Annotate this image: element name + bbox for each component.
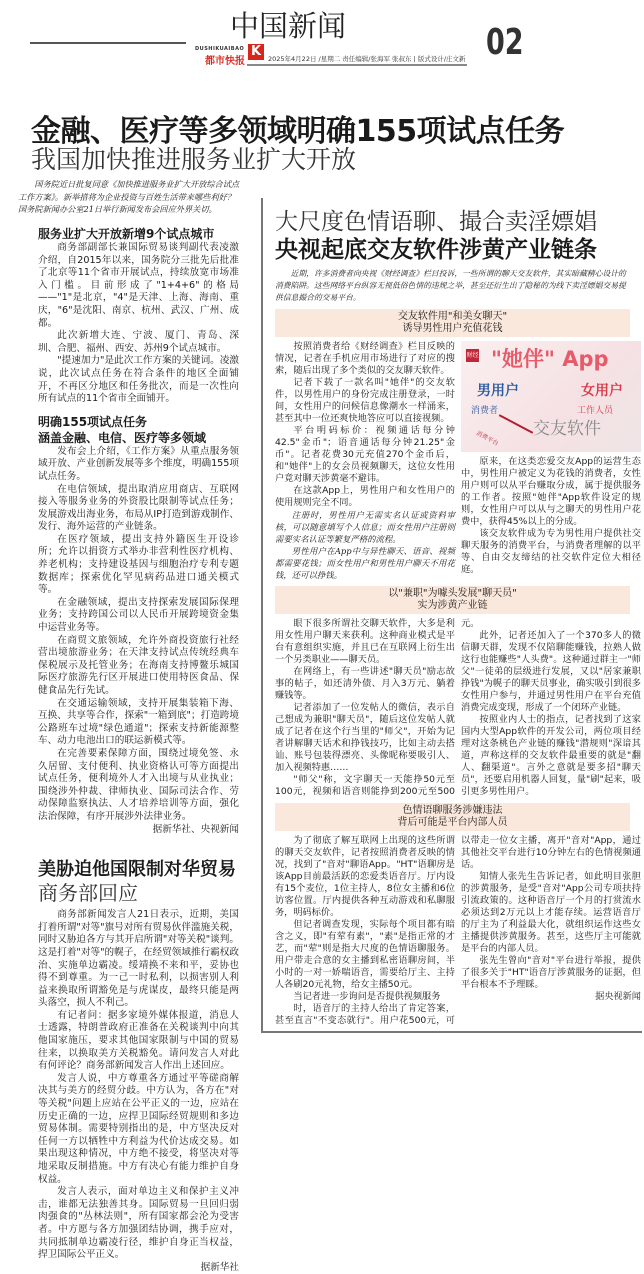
probe-kicker: 大尺度色情语聊、撮合卖淫嫖娼 <box>275 209 597 235</box>
paragraph: 商务部副部长兼国际贸易谈判副代表凌激介绍，自2015年以来，国务院分三批先后批准了北京等11个省市开展试点，持续放宽市场准入门槛。目前形成了"1+4+6"的格局——"1"是北京，"4"是天津、上海、海南、重庆，"6"是沈阳、南京、杭州、武汉、广州、成都。 <box>38 242 239 329</box>
paragraph: 为了彻底了解互联网上出现的这些所谓的聊天交友软件，记者按照消费者反映的情况，找到了"音对"聊语App。"HT"语聊房是该App目前最活跃的恋爱类语音厅。厅内设有15个麦位，1位主持人，8位女主播和6位访客位置。厅内提供各种互动游戏和私聊服务，明码标价。 <box>275 835 455 918</box>
trade-subheadline: 商务部回应 <box>38 881 138 906</box>
paragraph: 在医疗领域，提出支持外籍医生开设诊所；允许以捐资方式举办非营利性医疗机构、养老机构；支持建设基因与细胞治疗专利专题数据库；探索优化罕见病药品进口通关模式等。 <box>38 533 239 596</box>
trade-article <box>38 858 239 1274</box>
header-rule <box>30 42 186 44</box>
paragraph: 在电信领域，提出取消应用商店、互联网接入等服务业务的外资股比限制等试点任务；发展游戏出海业务，布局从IP打造到游戏制作、发行、海外运营的产业链条。 <box>38 483 239 533</box>
paragraph: 在交通运输领域，支持开展集装箱下海、互换、共享等合作，探索"一箱到底"；打造跨境公路班车过境"绿色通道"；探索支持新能源整车、动力电池出口的联运新模式等。 <box>38 697 239 747</box>
image-male-role: 消费者 <box>471 406 499 416</box>
paragraph: 在金融领域，提出支持探索发展国际保理业务；支持跨国公司以人民币开展跨境资金集中运营业务等。 <box>38 596 239 634</box>
lead-subhead-1: 服务业扩大开放新增9个试点城市 <box>38 227 215 241</box>
paragraph: 在商贸文旅领域，允许外商投资旅行社经营出境旅游业务；在天津支持试点传统经典车保税展示及托管业务；在海南支持博鳌乐城国际医疗旅游先行区开展进口使用特医食品、保健食品先行先试。 <box>38 634 239 696</box>
paragraph: 记者下载了一款名叫"她伴"的交友软件，以男性用户的身份完成注册登录，一时间，女性用户的问候信息像潮水一样涌来，甚至其中一位还爽快地答应可以直接视频。 <box>275 377 455 424</box>
section-1-right-column <box>461 341 641 581</box>
probe-intro: 近期，许多消费者向央视《财经调查》栏目投诉，一些所谓的聊天交友软件，其实暗藏精心设计的消费陷阱。这些网络平台纵容无视低俗色情的违规之举，甚至还衍生出了隐秘的为线下卖淫嫖娼交易提供信息撮合的交易平台。 <box>275 269 626 302</box>
probe-article-frame <box>261 198 642 1033</box>
paragraph: "师父"称，文字聊天一天能挣50元至100元，视频和语音则能挣到200元至500元。 <box>275 618 480 797</box>
paragraph: 张先生曾向"音对"平台进行举报，提供了很多关于"HT"语音厅涉黄服务的证据，但平台根本不予理睬。 <box>461 955 641 990</box>
paragraph: 但记者调查发现，实际每个项目都有暗含之义，即"有荤有素"，"素"是指正常的才艺，而"荤"则是指大尺度的色情语聊服务。用户带走合意的女主播到私密语聊房间，半小时的一对一娇喘语音，需要给厅主、主持人各刷20元礼物，给女主播50元。 <box>275 919 455 990</box>
lead-subheadline: 我国加快推进服务业扩大开放 <box>31 145 357 174</box>
arrow-icon <box>499 414 533 434</box>
image-female-label: 女用户 <box>581 383 623 399</box>
paragraph: 当记者进一步询问是否提供视频服务 <box>293 991 441 1002</box>
section-2-columns <box>275 618 641 798</box>
paragraph: 记者添加了一位发帖人的微信，表示自己想成为兼职"聊天员"，随后这位发帖人就成了记者在这个行当里的"师父"，开始为记者讲解聊天话术和挣钱技巧，比如主动去搭讪、账号包装得漂亮、头像昵称要吸引人、加入视频特惠…… <box>275 702 455 773</box>
paragraph: 发布会上介绍，《工作方案》从重点服务领域开放、产业创新发展等多个维度，明确155项试点任务。 <box>38 445 239 482</box>
lead-article-body <box>38 226 239 836</box>
section-1 <box>275 341 641 581</box>
paragraph: 时，语音厅的主持人给出了肯定答案，甚至直言"不变态就行"。用户花500元，可以带走一位女主播，离开"音对"App，通过其他社交平台进行10分钟左右的色情视频通话。 <box>275 835 641 1026</box>
paragraph: 注册时，男性用户无需实名认证或资料审核，可以随意填写个人信息；而女性用户注册则需要实名认证等繁复严格的流程。 <box>275 510 455 544</box>
paragraph: 在这款App上，男性用户和女性用户的使用规则完全不同。 <box>275 485 455 508</box>
paragraph: 按照消费者给《财经调查》栏目反映的情况，记者在手机应用市场进行了对应的搜索，随后出现了多个类似的交友聊天软件。 <box>275 341 455 376</box>
section-1-left-column <box>275 341 455 581</box>
lead-intro: 国务院近日批复同意《加快推进服务业扩大开放综合试点工作方案》。新举措将为企业投资与百姓生活带来哪些利好？国务院新闻办公室21日举行新闻发布会回应外界关切。 <box>18 179 240 214</box>
brand-logo: 都市快报 <box>205 56 245 67</box>
image-male-label: 男用户 <box>477 383 519 399</box>
paragraph: 在网络上，有一些讲述"聊天员"励志故事的帖子，如还清外债、月入3万元、躺着赚钱等。 <box>275 666 455 701</box>
meta-rule <box>247 64 467 66</box>
paragraph: "提速加力"是此次工作方案的关键词。凌激说，此次试点任务在符合条件的地区全面铺开，不再区分地区和任务批次，而是一次性向所有试点的11个省市全面铺开。 <box>38 355 239 405</box>
left-column <box>38 222 239 1274</box>
section-header-line: 交友软件用"和美女聊天" <box>397 311 508 322</box>
paragraph: 该交友软件成为专为男性用户提供社交聊天服务的消费平台，与消费者理解的以平等、自由交友缔结的社交软件定位大相径庭。 <box>461 528 641 575</box>
issue-meta: 2025年4月22日 /星期二 责任编辑/张海军 张叔东 | 版式设计/庄文新 <box>268 55 466 63</box>
brand-mark-icon: K <box>248 44 264 60</box>
image-title: "她伴" App <box>491 347 609 371</box>
image-female-role: 工作人员 <box>577 406 614 416</box>
lead-subhead-2a: 明确155项试点任务 <box>38 414 148 429</box>
probe-headline: 央视起底交友软件涉黄产业链条 <box>275 237 597 263</box>
section-header-line: 背后可能是平台内部人员 <box>397 817 508 828</box>
paragraph: 眼下很多所谓社交聊天软件，大多是利用女性用户聊天来获利。这种商业模式是平台有意组织实施，并且已在互联网上衍生出一个另类职业——聊天员。 <box>275 618 455 665</box>
paragraph: 按照业内人士的指点，记者找到了这家国内大型App软件的开发公司，两位项目经理对这条桃色产业链的赚钱"潜规则"深谙其道，声称这样的交友软件最重要的就是"翻人、翻渠道"。言外之意就是要多招"聊天员"，还要启用机器人回复，量"刷"起来，吸引更多男性用户。 <box>461 714 641 797</box>
section-header-line: 以"兼职"为噱头发展"聊天员" <box>388 588 517 599</box>
section-header-3 <box>275 803 630 831</box>
section-header-2 <box>275 586 630 614</box>
trade-headline: 美胁迫他国限制对华贸易 <box>38 859 236 881</box>
paragraph: 此次新增大连、宁波、厦门、青岛、深圳、合肥、福州、西安、苏州9个试点城市。 <box>38 330 239 354</box>
app-diagram-image <box>461 341 641 452</box>
lead-headline: 金融、医疗等多领域明确155项试点任务 <box>31 114 565 149</box>
brand-english: DUSHIKUAIBAO <box>195 46 245 52</box>
paragraph: 原来，在这类恋爱交友App的运营生态中，男性用户被定义为花钱的消费者，女性用户则可以从平台赚取分成，属于提供服务的工作者。按照"她伴"App软件设定的规则，女性用户可以从与之聊天的男性用户花费中，获得45%以上的分成。 <box>461 456 641 527</box>
section-header-line: 诱导男性用户充值花钱 <box>402 323 503 334</box>
paragraph: 知情人张先生告诉记者，如此明目张胆的涉黄服务，是受"音对"App公司专项扶持引流政策的。这种语音厅一个月的打赏流水必须达到2万元以上才能存续。运营语音厅的厅主为了利益最大化，就组织运作这些女主播提供涉黄服务。甚至，这些厅主可能就是平台的内部人员。 <box>461 871 641 954</box>
paragraph: 在完善要素保障方面，围绕过境免签、永久居留、支付便利、执业资格认可等方面提出试点任务，便利境外人才入出境与从业执业；围绕涉外仲裁、律师执业、国际司法合作、劳动保障监察执法、人才培养培训等方面，强化法治保障，有序开展涉外法律业务。 <box>38 747 239 822</box>
source-credit: 据新华社、央视新闻 <box>152 823 239 835</box>
source-credit: 据央视新闻 <box>595 991 641 1002</box>
image-arrow-label: 消费平台 <box>474 429 500 448</box>
section-header-line: 色情语聊服务涉嫌违法 <box>402 805 503 816</box>
section-header-1 <box>275 309 630 337</box>
paragraph: 此外，记者还加入了一个370多人的微信聊天群，发现不仅陪聊能赚钱，拉熟人做这行也能赚些"人头费"。这种通过群主一"师父"一徒弟的层级进行发展，又以"居家兼职挣钱"为幌子的聊天员事业，确实吸引到很多女性用户参与，并通过男性用户在平台充值消费完成变现，形成了一个闭环产业链。 <box>461 630 641 713</box>
paragraph: 有记者问：据多家境外媒体报道，消息人士透露，特朗普政府正准备在关税谈判中向其他国家施压，要求其他国家限制与中国的贸易往来，以换取美方关税豁免。请问发言人对此有何评论？商务部新闻发言人作出上述回应。 <box>38 1009 239 1072</box>
paragraph: 男性用户在App中与异性聊天、语音、视频都需要花钱；而女性用户和男性用户聊天不用花钱，还可以挣钱。 <box>275 546 455 580</box>
program-badge-icon: 财经 <box>466 349 479 362</box>
paragraph: 发言人表示，面对单边主义和保护主义冲击，谁都无法独善其身。国际贸易一旦回归弱肉强食的"丛林法则"，所有国家都会沦为受害者。中方愿与各方加强团结协调，携手应对，共同抵制单边霸凌行径，维护自身正当权益，捍卫国际公平正义。 <box>38 1186 239 1261</box>
image-center-label: 交友软件 <box>533 419 601 439</box>
paragraph: 商务部新闻发言人21日表示，近期，美国打着所谓"对等"旗号对所有贸易伙伴滥施关税，同时又胁迫各方与其开启所谓"对等关税"谈判。这是打着"对等"的幌子，在经贸领域推行霸权政治、实施单边霸凌。绥靖换不来和平，妥协也得不到尊重。为一己一时私利，以损害别人利益来换取所谓豁免是与虎谋皮，最终只能是两头落空，损人不利己。 <box>38 909 239 1009</box>
lead-subhead-2b: 涵盖金融、电信、医疗等多领域 <box>38 430 207 445</box>
page-number: 02 <box>486 22 524 63</box>
section-header-line: 实为涉黄产业链 <box>417 600 488 611</box>
paragraph: 平台明码标价：视频通话每分钟42.5"金币"；语音通话每分钟21.25"金币"。记者花费30元充值270个金币后，和"她伴"上的女会员视频聊天，这位女性用户竟对聊天涉黄毫不避讳。 <box>275 425 455 484</box>
paragraph: 发言人说，中方尊重各方通过平等磋商解决其与美方的经贸分歧。中方认为，各方在"对等关税"问题上应站在公平正义的一边，应站在历史正确的一边，应捍卫国际经贸规则和多边贸易体制。需要特别指出的是，中方坚决反对任何一方以牺牲中方利益为代价达成交易。如果出现这种情况，中方绝不接受，将坚决对等地采取反制措施。中方有决心有能力维护自身权益。 <box>38 1072 239 1185</box>
source-credit: 据新华社 <box>200 1261 239 1273</box>
section-3-columns <box>275 835 641 1027</box>
section-name: 中国新闻 <box>230 9 347 43</box>
